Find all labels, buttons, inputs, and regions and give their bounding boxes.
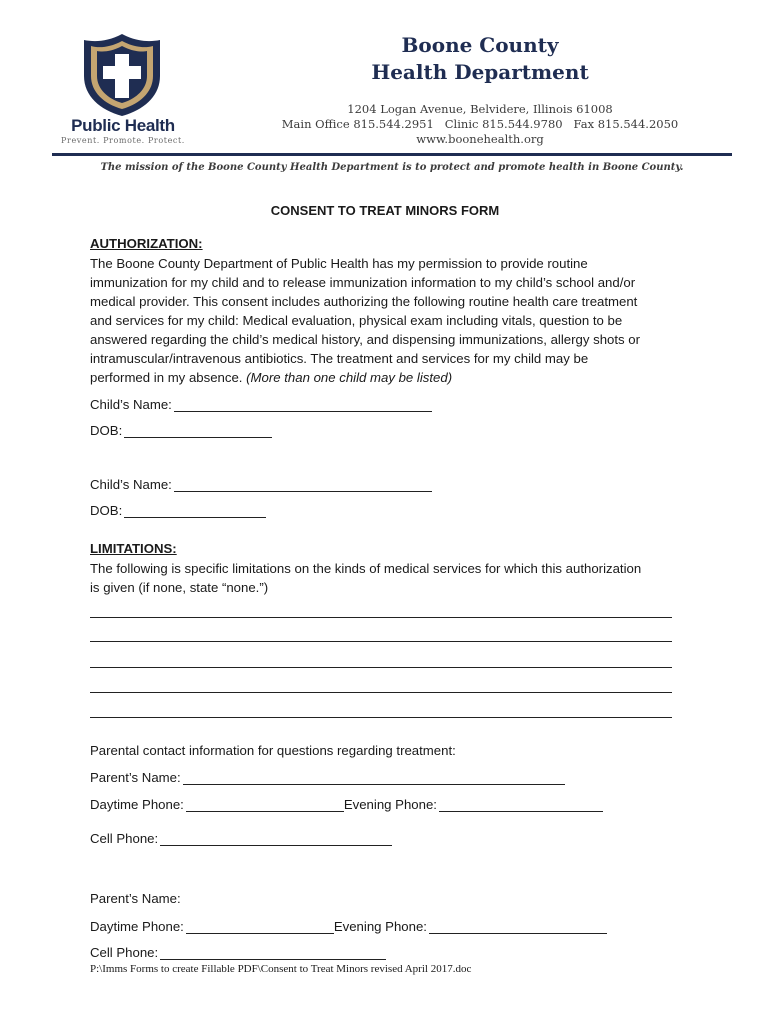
parent1-daytime-input[interactable]	[186, 796, 344, 812]
authorization-last-line: performed in my absence.	[90, 370, 247, 385]
parent2-cell-field	[90, 944, 386, 962]
parent2-phone-field	[90, 918, 607, 936]
child1-name-field	[90, 396, 432, 414]
parent1-name-input[interactable]	[183, 769, 565, 785]
authorization-line	[90, 368, 690, 387]
parent1-cell-input[interactable]	[160, 830, 392, 846]
limitations-input-line[interactable]	[90, 641, 672, 642]
authorization-line: intramuscular/intravenous antibiotics. The treatment and services for my child may be	[90, 351, 589, 366]
child1-dob-field	[90, 422, 272, 440]
parent1-phone-field	[90, 796, 603, 814]
parent1-name-label: Parent’s Name:	[90, 770, 181, 785]
header-divider	[52, 153, 732, 156]
parent2-name-label: Parent’s Name:	[90, 891, 181, 906]
child2-dob-input[interactable]	[124, 502, 266, 518]
authorization-line: answered regarding the child’s medical history, and dispensing immunizations, allergy shots or	[90, 332, 641, 347]
parent1-name-field	[90, 769, 565, 787]
authorization-line: The Boone County Department of Public Health has my permission to provide routine	[90, 256, 588, 271]
parent2-evening-label: Evening Phone:	[333, 919, 427, 934]
parent1-cell-field	[90, 830, 392, 848]
limitations-line: The following is specific limitations on the kinds of medical services for which this authorization	[90, 561, 642, 576]
limitations-heading: LIMITATIONS:	[90, 541, 177, 556]
org-name-line2: Health Department	[371, 60, 589, 84]
parent2-name-field	[90, 891, 181, 909]
parent2-daytime-input[interactable]	[186, 918, 334, 934]
child1-name-label: Child’s Name:	[90, 397, 172, 412]
child2-dob-label: DOB:	[90, 503, 123, 518]
parent2-cell-label: Cell Phone:	[90, 945, 159, 960]
parent1-evening-input[interactable]	[439, 796, 603, 812]
child2-name-input[interactable]	[174, 476, 432, 492]
limitations-line: is given (if none, state “none.”)	[90, 580, 269, 595]
limitations-text	[90, 559, 690, 597]
child1-dob-label: DOB:	[90, 423, 123, 438]
limitations-input-line[interactable]	[90, 717, 672, 718]
document-file-path: P:\Imms Forms to create Fillable PDF\Consent to Treat Minors revised April 2017.doc	[90, 963, 472, 975]
logo-text: Public Health	[71, 116, 175, 135]
authorization-text	[90, 254, 690, 387]
child1-dob-input[interactable]	[124, 422, 272, 438]
authorization-line: medical provider. This consent includes authorizing the following routine health care treatment	[90, 294, 638, 309]
public-health-logo	[58, 32, 188, 150]
logo-tagline: Prevent. Promote. Protect.	[61, 136, 185, 145]
parent1-cell-label: Cell Phone:	[90, 831, 159, 846]
limitations-input-line[interactable]	[90, 667, 672, 668]
parent1-daytime-label: Daytime Phone:	[90, 797, 184, 812]
org-name-line1: Boone County	[401, 33, 559, 57]
authorization-line: and services for my child: Medical evaluation, physical exam including vitals, question to be	[90, 313, 623, 328]
mission-statement: The mission of the Boone County Health Department is to protect and promote health in Boone County.	[100, 162, 684, 173]
parent-contact-intro: Parental contact information for questions regarding treatment:	[90, 743, 456, 758]
phone-numbers: Main Office 815.544.2951 Clinic 815.544.9780 Fax 815.544.2050	[281, 117, 679, 131]
form-title: CONSENT TO TREAT MINORS FORM	[270, 203, 500, 218]
authorization-heading: AUTHORIZATION:	[90, 236, 203, 251]
contact-block	[250, 102, 710, 147]
child2-name-label: Child’s Name:	[90, 477, 172, 492]
parent2-daytime-label: Daytime Phone:	[90, 919, 184, 934]
parent1-evening-label: Evening Phone:	[343, 797, 437, 812]
organization-name	[250, 32, 710, 86]
shield-cross-icon	[82, 32, 162, 118]
authorization-line: immunization for my child and to release immunization information to my child’s school and/or	[90, 275, 636, 290]
child2-dob-field	[90, 502, 266, 520]
parent2-cell-input[interactable]	[160, 944, 386, 960]
authorization-note: (More than one child may be listed)	[246, 370, 453, 385]
child1-name-input[interactable]	[174, 396, 432, 412]
limitations-input-line[interactable]	[90, 692, 672, 693]
parent2-evening-input[interactable]	[429, 918, 607, 934]
limitations-input-line[interactable]	[90, 617, 672, 618]
child2-name-field	[90, 476, 432, 494]
website-link[interactable]: www.boonehealth.org	[416, 132, 544, 146]
address: 1204 Logan Avenue, Belvidere, Illinois 61008	[347, 102, 613, 116]
